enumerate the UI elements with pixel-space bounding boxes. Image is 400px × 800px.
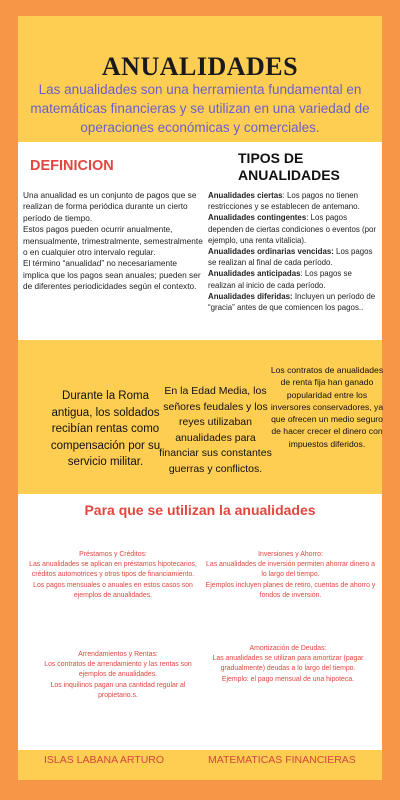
history-edad-media: En la Edad Media, los señores feudales y los reyes utilizaban anualidades para financiar sus constantes guerras y conflictos. [159,385,272,475]
definition-paragraph: El término “anualidad” no necesariamente implica que los pagos sean anuales; pueden ser de diferentes periodicidades según el contexto. [23,258,201,292]
list-item [208,291,378,313]
uses-section [18,494,382,750]
type-desc: Los pagos se realizan al final de cada período. [208,247,373,268]
list-item [208,190,378,212]
type-term: Anualidades ciertas [208,191,283,200]
use-line: Préstamos y Créditos: [79,551,147,558]
definition-paragraph: Estos pagos pueden ocurrir anualmente, mensualmente, trimestralmente, semestralmente o en cualquier otro intervalo regular. [23,224,203,258]
use-line: Inversiones y Ahorro: [258,551,323,558]
use-line: Los inquilinos pagan una cantidad regular al propietario.s. [50,681,186,699]
type-term: Anualidades contingentes [208,213,307,223]
list-item [208,212,378,246]
use-line: Los contratos de arrendamiento y las rentas son ejemplos de anualidades. [44,661,192,679]
use-line: Ejemplos incluyen planes de retiro, cuentas de ahorro y fondos de inversión. [205,581,376,599]
intro-text: Las anualidades son una herramienta fundamental en matemáticas financieras y se utilizan en una variedad de operaciones económicas y comerciales. [30,82,370,135]
use-line: Los pagos mensuales o anuales en estos casos son ejemplos de anualidades. [33,581,193,599]
types-heading: TIPOS DE ANUALIDADES [238,150,340,183]
page-title: ANUALIDADES [101,52,299,81]
list-item [208,246,378,268]
type-desc: : Los pagos no tienen restricciones y se establecen de antemano. [208,191,360,212]
footer-author: ISLAS LABANA ARTURO [44,754,165,766]
history-contratos: Los contratos de anualidades de renta fija han ganado popularidad entre los inversores conservadores, ya que ofrecen un medio seguro de hacer crecer el dinero con impuestos diferidos. [270,365,384,449]
type-desc: : Los pagos dependen de ciertas condiciones o eventos (por ejemplo, una renta vitalicia). [208,213,377,245]
infographic-panel [18,16,382,780]
type-term: Anualidades ordinarias vencidas: [208,247,334,257]
definition-heading: DEFINICION [30,158,114,174]
definition-types-section [18,142,382,340]
use-prestamos [28,550,198,601]
footer-subject: MATEMATICAS FINANCIERAS [208,754,356,766]
type-desc: Incluyen un período de “gracia” antes de que comiencen los pagos.. [208,291,376,313]
uses-heading: Para que se utilizan la anualidades [84,502,316,518]
type-desc: : Los pagos se realizan al inicio de cada período. [208,269,352,290]
use-line: Las anualidades se utilizan para amortizar (pagar gradualmente) deudas a lo largo del tiempo. [212,655,364,673]
use-amortizacion [203,644,373,685]
use-line: Arrendamientos y Rentas: [78,651,158,658]
types-list [208,190,378,313]
use-inversiones [203,550,378,601]
use-line: Las anualidades de inversión permiten ahorrar dinero a lo largo del tiempo. [206,561,375,579]
type-term: Anualidades diferidas: [208,291,293,301]
list-item [208,268,378,290]
use-line: Las anualidades se aplican en préstamos hipotecarios, créditos automotrices y otros tipos de financiamiento. [29,561,197,579]
definition-paragraph: Una anualidad es un conjunto de pagos que se realizan de forma periódica durante un cierto período de tiempo. [23,190,197,223]
history-roma: Durante la Roma antigua, los soldados recibían rentas como compensación por su servicio militar. [50,390,161,468]
definition-text [23,190,203,293]
use-line: Amortización de Deudas: [249,645,327,652]
use-line: Ejemplo: el pago mensual de una hipoteca. [221,675,355,683]
type-term: Anualidades anticipadas [208,269,301,279]
use-arrendamientos [38,650,198,701]
